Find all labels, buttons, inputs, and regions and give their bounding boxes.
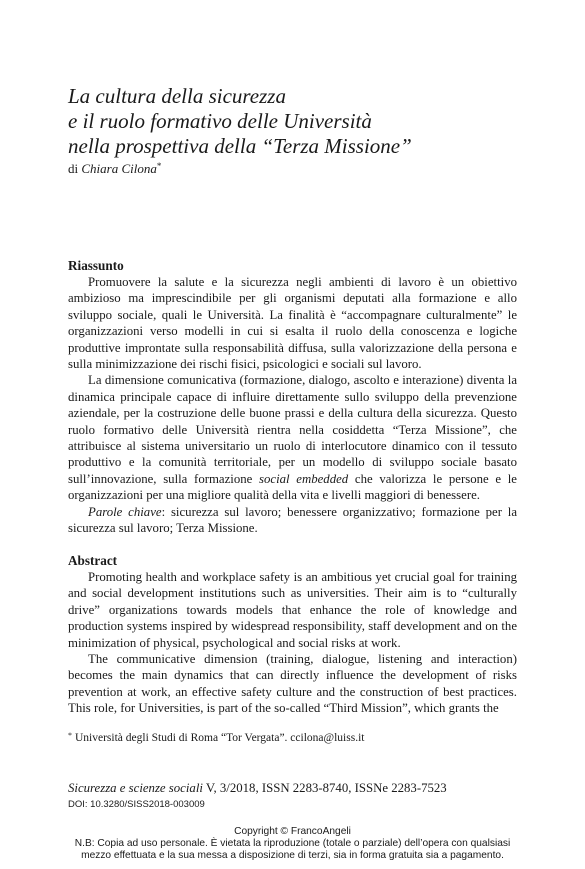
copyright-notice <box>0 826 585 862</box>
title-line-2: e il ruolo formativo delle Università <box>68 109 372 133</box>
riassunto-body <box>68 274 517 537</box>
journal-name: Sicurezza e scienze sociali <box>68 781 203 795</box>
abstract-paragraph-2: The communicative dimension (training, dialogue, listening and interaction) becomes the main dynamics that can directly influence the development of risks prevention at work, an effective safety culture and the construction of best practices. This role, for Universities, is part of the so-called “Third Mission”, which grants the <box>68 652 517 716</box>
riassunto-p2-text-a: La dimensione comunicativa (formazione, dialogo, ascolto e interazione) diventa la dinamica principale capace di influire direttamente sullo sviluppo della prevenzione aziendale, per la costruzione delle buone prassi e della cultura della sicurezza. Questo ruolo formativo delle Università rientra nella cosiddetta “Terza Missione”, che attribuisce al sistema universitario un ruolo di interlocutore dinamico con il tessuto produttivo e la comunità territoriale, per un modello di sviluppo sociale basato sull’innovazione, sulla formazione <box>68 373 517 486</box>
riassunto-p2-emphasis: social embedded <box>259 471 349 486</box>
journal-details: V, 3/2018, ISSN 2283-8740, ISSNe 2283-7523 <box>202 781 447 795</box>
author-footnote-mark: * <box>156 161 162 171</box>
title-line-1: La cultura della sicurezza <box>68 84 286 108</box>
keywords-text: : sicurezza sul lavoro; benessere organizzativo; formazione per la sicurezza sul lavoro; Terza Missione. <box>68 504 518 536</box>
riassunto-paragraph-2 <box>68 372 517 503</box>
keywords-label: Parole chiave <box>88 504 162 519</box>
author-prefix: di <box>68 161 79 176</box>
title-line-3: nella prospettiva della “Terza Missione” <box>68 134 412 158</box>
footnote-mark: * <box>68 731 72 740</box>
copyright-line-3: mezzo effettuata e la sua messa a disposizione di terzi, sia in forma gratuita sia a pagamento. <box>81 850 504 861</box>
author-line <box>68 161 161 177</box>
copyright-line-1: Copyright © FrancoAngeli <box>234 826 351 837</box>
riassunto-p2-text-b: che valorizza le persone e le organizzazioni per una migliore qualità della vita e livelli maggiori di benessere. <box>68 471 517 503</box>
author-name: Chiara Cilona <box>81 161 157 176</box>
copyright-line-2: N.B: Copia ad uso personale. È vietata la riproduzione (totale o parziale) dell’opera con qualsiasi <box>74 838 511 849</box>
doi: DOI: 10.3280/SISS2018-003009 <box>68 799 205 810</box>
riassunto-paragraph-1: Promuovere la salute e la sicurezza negli ambienti di lavoro è un obiettivo ambizioso ma imprescindibile per gli organismi deputati alla formazione e allo sviluppo sociale, quali le Università. La finalità è “accompagnare culturalmente” le organizzazioni verso modelli in cui si esalta il ruolo della conoscenza e logiche produttive improntate sulla responsabilità diffusa, sulla valorizzazione della persona e sulla minimizzazione dei rischi fisici, psicologici e sociali sul lavoro. <box>68 275 517 372</box>
article-title <box>68 84 528 159</box>
journal-citation <box>68 780 447 796</box>
abstract-paragraph-1: Promoting health and workplace safety is an ambitious yet crucial goal for training and social development institutions such as universities. Their aim is to “culturally drive” organizations towards models that enhance the role of knowledge and production systems inspired by widespread responsibility, staff development and on the minimization of physical, psychological and social risks at work. <box>68 570 517 650</box>
abstract-body <box>68 569 517 717</box>
author-affiliation-footnote <box>68 731 364 745</box>
abstract-heading: Abstract <box>68 553 118 568</box>
footnote-text: Università degli Studi di Roma “Tor Vergata”. ccilona@luiss.it <box>75 732 365 744</box>
riassunto-keywords <box>68 504 517 537</box>
riassunto-heading: Riassunto <box>68 258 124 273</box>
